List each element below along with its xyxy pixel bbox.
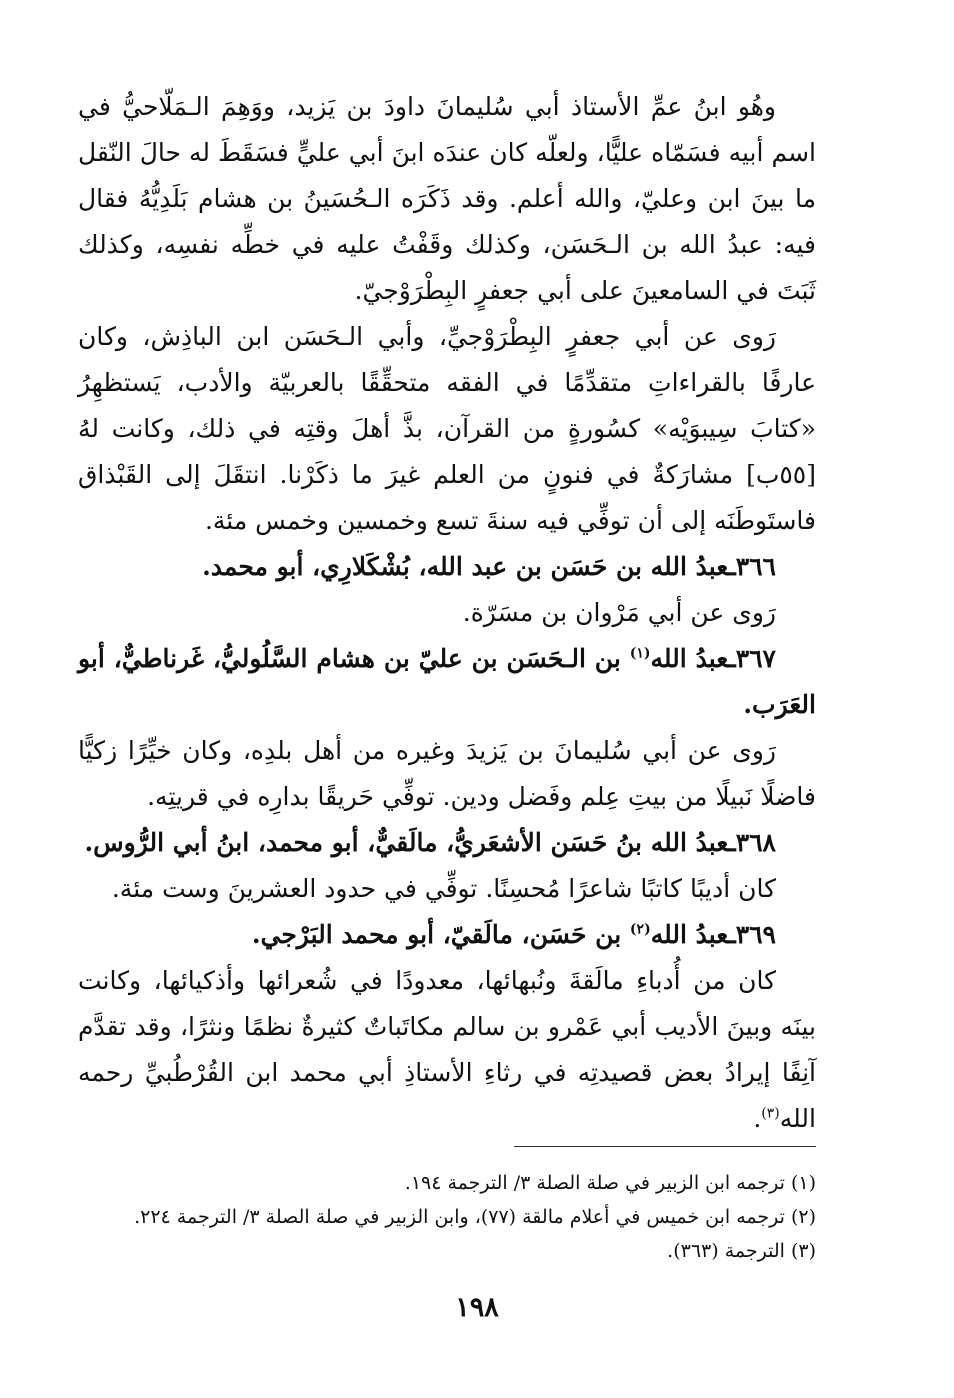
entry-title: بن حَسَن، مالَقيّ، أبو محمد البَرْجي.	[251, 920, 622, 949]
entry-body-367: رَوى عن أبي سُليمانَ بن يَزيدَ وغيره من أهل بلدِه، وكان خيِّرًا زكيًّا فاضلًا نَبيلًا من بيتِ عِلم وفَضل ودين. توفِّي حَريقًا بدارِه في قريتِه.	[78, 736, 816, 811]
footnotes	[78, 1166, 816, 1268]
entry-title: عبدُ الله بنُ حَسَن الأشعَريُّ، مالَقيٌّ، أبو محمد، ابنُ أبي الرُّوس.	[84, 828, 729, 857]
page-number: ١٩٨	[455, 1292, 499, 1323]
entry-body-text: كان من أُدباءِ مالَقةَ ونُبهائها، معدودًا في شُعرائها وأذكيائها، وكانت بينَه وبينَ الأديب أبي عَمْرو بن سالم مكاتَباتٌ كثيرةٌ نظمًا ونثرًا، وقد تقدَّم آنِفًا إيرادُ بعض قصيدتِه في رثاءِ الأستاذِ أبي محمد ابن القُرْطُبيِّ رحمه الله	[78, 966, 816, 1133]
entry-heading-367	[78, 636, 816, 728]
paragraph-1: وهُو ابنُ عمِّ الأستاذ أبي سُليمانَ داودَ بن يَزيد، ووَهِمَ الـمَلّاحيُّ في اسم أبيه فسَمّاه عليًّا، ولعلّه كان عندَه ابنَ أبي عليٍّ فسَقَطَ له حالَ النّقل ما بينَ ابن وعليّ، والله أعلم. وقد ذَكَرَه الـحُسَينُ بن هشام بَلَدِيُّهُ فقال فيه: عبدُ الله بن الـحَسَن، وكذلك وقَفْتُ عليه في خطِّه نفسِه، وكذلك ثَبَتَ في السامعينَ على أبي جعفرٍ البِطْرَوْجيّ.	[78, 92, 816, 305]
sentence-end: .	[753, 1104, 762, 1133]
footnote-2: (٢) ترجمه ابن خميس في أعلام مالقة (٧٧)، وابن الزبير في صلة الصلة ٣/ الترجمة ٢٢٤.	[134, 1206, 816, 1228]
entry-body-366: رَوى عن أبي مَرْوان بن مسَرّة.	[462, 598, 776, 627]
footnote-marker: (٣)	[761, 1105, 780, 1122]
footnote-marker: (١)	[629, 645, 651, 662]
footnote-separator	[514, 1146, 816, 1147]
entry-title: بن الـحَسَن بن عليّ بن هشام السَّلُوليُّ، غَرناطيٌّ، أبو العَرَب.	[78, 644, 816, 719]
entry-heading-369	[78, 912, 816, 958]
main-text	[78, 84, 816, 1142]
entry-name: عبدُ الله	[650, 920, 729, 949]
entry-body-369	[78, 958, 816, 1142]
entry-heading-366	[78, 544, 816, 590]
footnote-marker: (٢)	[629, 921, 651, 938]
entry-name: عبدُ الله	[650, 644, 729, 673]
entry-heading-368	[78, 820, 816, 866]
entry-number: ٣٦٨ـ	[728, 828, 776, 857]
entry-number: ٣٦٧ـ	[728, 644, 776, 673]
entry-number: ٣٦٩ـ	[728, 920, 776, 949]
footnote-1: (١) ترجمه ابن الزبير في صلة الصلة ٣/ الترجمة ١٩٤.	[404, 1172, 816, 1194]
footnote-3: (٣) الترجمة (٣٦٣).	[667, 1240, 816, 1262]
entry-title: عبدُ الله بن حَسَن بن عبد الله، بُشْكَلارِي، أبو محمد.	[202, 552, 729, 581]
entry-body-368: كان أديبًا كاتبًا شاعرًا مُحسِنًا. توفِّي في حدود العشرينَ وست مئة.	[111, 874, 776, 903]
entry-number: ٣٦٦ـ	[728, 552, 776, 581]
paragraph-2: رَوى عن أبي جعفرٍ البِطْرَوْجيِّ، وأبي الـحَسَن ابن الباذِش، وكان عارفًا بالقراءاتِ متقدِّمًا في الفقه متحقِّقًا بالعربيّة والأدب، يَستظهِرُ «كتابَ سِيبوَيْه» كسُورةٍ من القرآن، بذَّ أهلَ وقتِه في ذلك، وكانت لهُ [٥٥ب] مشارَكةٌ في فنونٍ من العلم غيرَ ما ذكَرْنا. انتقَلَ إلى القَبْذاق فاستَوطَنَه إلى أن توفِّي فيه سنةَ تسع وخمسين وخمس مئة.	[78, 322, 816, 535]
